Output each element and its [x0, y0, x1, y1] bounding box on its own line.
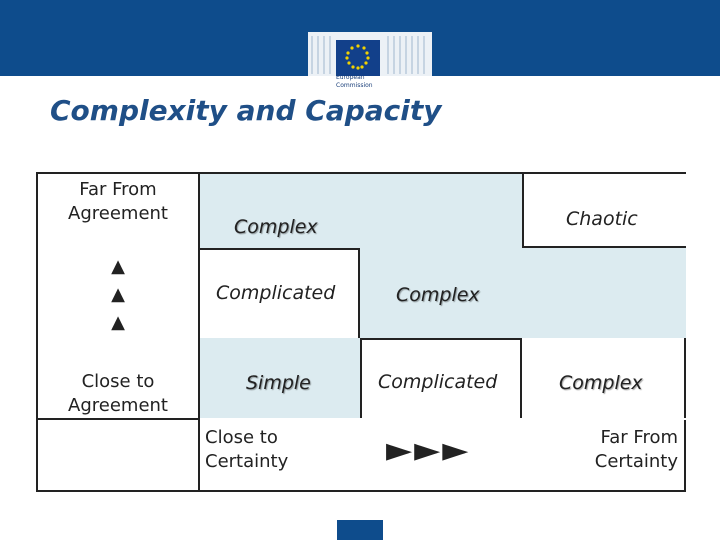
y-axis-bottom-label: Close to Agreement — [68, 371, 168, 416]
y-axis-arrow-1: ▲ — [111, 256, 125, 277]
x-axis-arrows: ►►► — [386, 430, 471, 470]
complexity-matrix — [36, 172, 686, 492]
logo-text: European Commission — [336, 74, 373, 89]
cell-chaotic: Chaotic — [566, 208, 638, 230]
cell-complex-mid: Complex — [396, 284, 480, 306]
footer-band — [337, 520, 383, 540]
left-column-divider — [198, 174, 200, 490]
cell-complex-top: Complex — [234, 216, 318, 238]
cell-complicated-mid: Complicated — [216, 282, 336, 304]
bottom-row-divider — [38, 418, 200, 420]
cell-complex-low: Complex — [559, 372, 643, 394]
page-title: Complexity and Capacity — [50, 94, 442, 127]
bottom-row-divider-right — [200, 418, 686, 420]
cell-simple: Simple — [246, 372, 311, 394]
y-axis-top-label: Far From Agreement — [68, 179, 168, 224]
x-axis-left-label: Close to Certainty — [205, 427, 289, 472]
y-axis-arrow-2: ▲ — [111, 284, 125, 305]
y-axis-arrow-3: ▲ — [111, 312, 125, 333]
cell-complicated-low: Complicated — [378, 371, 498, 393]
x-axis-right-label: Far From Certainty — [594, 427, 678, 472]
